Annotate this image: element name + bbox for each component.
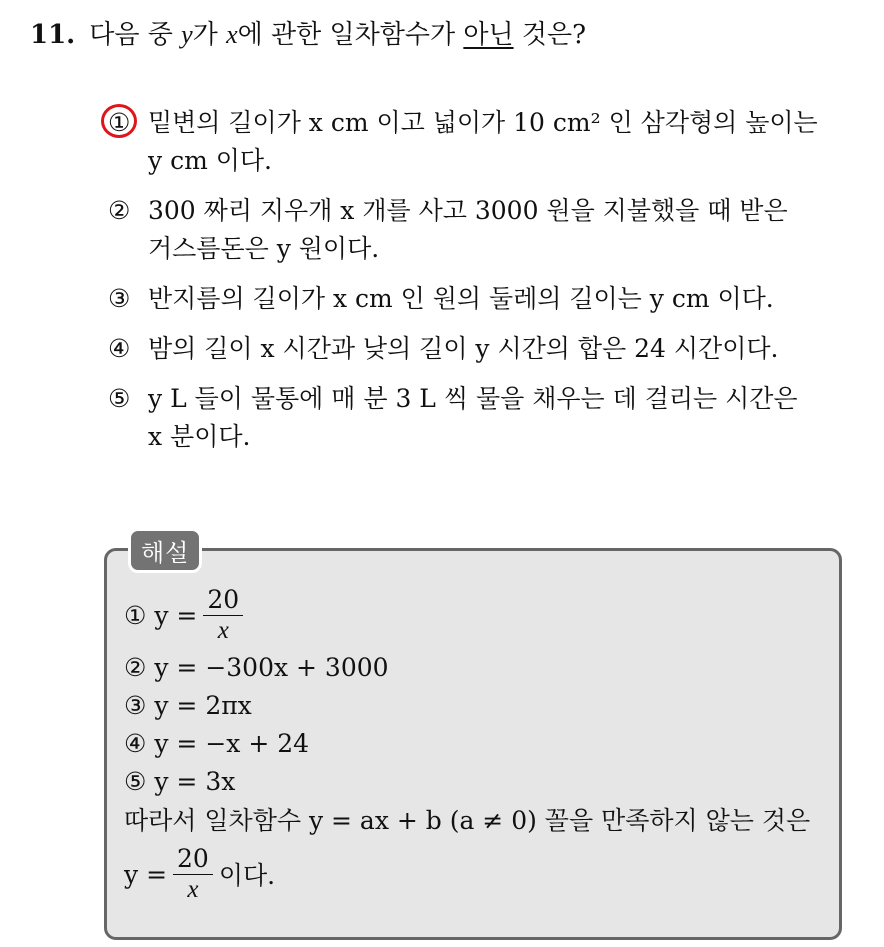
option-text-line2: x 분이다. (148, 422, 251, 451)
option-2[interactable] (108, 192, 828, 268)
solution-final-suffix: 이다. (218, 861, 276, 890)
fraction (203, 585, 243, 646)
question-text-2: 가 (192, 20, 227, 50)
solution-line-5: ⑤ y = 3x (124, 766, 236, 796)
solution-tag: 해설 (128, 528, 202, 573)
option-text-line1: 밑변의 길이가 x cm 이고 넓이가 10 cm² 인 삼각형의 높이는 (148, 108, 818, 137)
question-var-y: y (181, 20, 193, 49)
question-text-4: 것은? (513, 20, 587, 50)
question-text-3: 에 관한 일차함수가 (237, 20, 464, 50)
option-text-line1: 300 짜리 지우개 x 개를 사고 3000 원을 지불했을 때 받은 (148, 196, 788, 225)
fraction-denominator: x (187, 875, 199, 903)
option-1[interactable] (108, 104, 828, 180)
option-mark: ② (108, 196, 131, 225)
option-4[interactable] (108, 330, 828, 368)
solution-line-4: ④ y = −x + 24 (124, 728, 310, 758)
option-3[interactable] (108, 280, 828, 318)
question-var-x: x (226, 20, 238, 49)
solution-line-1-prefix: ① y = (124, 600, 198, 630)
question-underlined: 아닌 (463, 20, 514, 50)
solution-final-prefix: y = (124, 859, 168, 889)
fraction-denominator: x (217, 616, 229, 644)
option-mark: ⑤ (108, 384, 131, 413)
question-text-1: 다음 중 (89, 20, 182, 50)
option-mark: ① (108, 108, 131, 137)
solution-final-line (124, 838, 810, 910)
option-text-line2: 거스름돈은 y 원이다. (148, 234, 380, 263)
question-line (30, 14, 586, 51)
options-list (108, 104, 828, 468)
option-text-line1: 밤의 길이 x 시간과 낮의 길이 y 시간의 합은 24 시간이다. (148, 334, 779, 363)
selected-answer-circle-icon (101, 104, 137, 138)
solution-conclusion: 따라서 일차함수 y = ax + b (a ≠ 0) 꼴을 만족하지 않는 것은 (124, 806, 811, 835)
solution-line-2: ② y = −300x + 3000 (124, 652, 389, 682)
solution-content (124, 582, 810, 910)
option-5[interactable] (108, 380, 828, 456)
question-number: 11. (30, 20, 76, 50)
solution-line-3: ③ y = 2πx (124, 690, 252, 720)
fraction-numerator: 20 (173, 844, 213, 875)
option-text-line1: 반지름의 길이가 x cm 인 원의 둘레의 길이는 y cm 이다. (148, 284, 774, 313)
option-text-line2: y cm 이다. (148, 146, 272, 175)
solution-line-1 (124, 582, 810, 648)
option-text-line1: y L 들이 물통에 매 분 3 L 씩 물을 채우는 데 걸리는 시간은 (148, 384, 798, 413)
fraction-numerator: 20 (203, 585, 243, 616)
option-mark: ③ (108, 284, 131, 313)
option-mark: ④ (108, 334, 131, 363)
fraction (173, 844, 213, 905)
